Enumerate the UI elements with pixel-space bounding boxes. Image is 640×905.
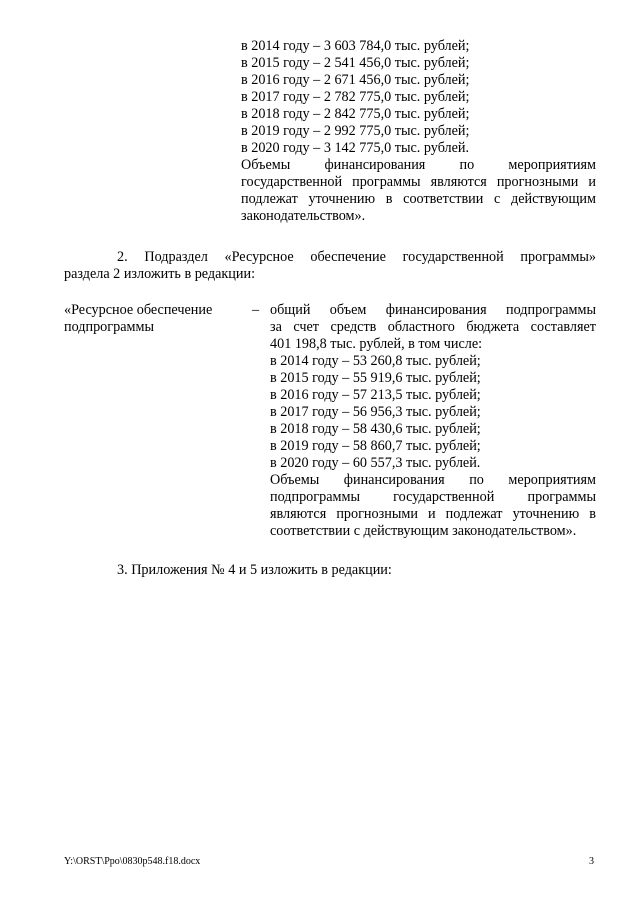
- section2-heading-line-2: раздела 2 изложить в редакции:: [64, 266, 256, 282]
- resource-note-line-1: Объемы финансирования по мероприятиям: [270, 472, 596, 488]
- resource-year-2014: в 2014 году – 53 260,8 тыс. рублей;: [270, 353, 481, 369]
- resource-label-line-2: подпрограммы: [64, 319, 154, 335]
- top-note-line-3: подлежат уточнению в соответствии с действующим: [241, 191, 596, 207]
- top-note-line-2: государственной программы являются прогнозными и: [241, 174, 596, 190]
- top-note-line-1: Объемы финансирования по мероприятиям: [241, 157, 596, 173]
- top-year-2018: в 2018 году – 2 842 775,0 тыс. рублей;: [241, 106, 470, 122]
- resource-dash: –: [252, 302, 260, 318]
- section2-heading-line-1: 2. Подраздел «Ресурсное обеспечение государственной программы»: [117, 249, 596, 265]
- resource-intro-line-1: общий объем финансирования подпрограммы: [270, 302, 596, 318]
- top-year-2015: в 2015 году – 2 541 456,0 тыс. рублей;: [241, 55, 470, 71]
- top-year-2019: в 2019 году – 2 992 775,0 тыс. рублей;: [241, 123, 470, 139]
- top-note-line-4: законодательством».: [241, 208, 366, 224]
- top-year-2020: в 2020 году – 3 142 775,0 тыс. рублей.: [241, 140, 470, 156]
- resource-intro-line-2: за счет средств областного бюджета составляет: [270, 319, 596, 335]
- resource-year-2020: в 2020 году – 60 557,3 тыс. рублей.: [270, 455, 481, 471]
- top-year-2014: в 2014 году – 3 603 784,0 тыс. рублей;: [241, 38, 470, 54]
- resource-intro-line-3: 401 198,8 тыс. рублей, в том числе:: [270, 336, 483, 352]
- resource-year-2019: в 2019 году – 58 860,7 тыс. рублей;: [270, 438, 481, 454]
- resource-note-line-4: соответствии с действующим законодательством».: [270, 523, 577, 539]
- resource-label-line-1: «Ресурсное обеспечение: [64, 302, 213, 318]
- section3-heading: 3. Приложения № 4 и 5 изложить в редакции:: [117, 562, 392, 578]
- resource-year-2017: в 2017 году – 56 956,3 тыс. рублей;: [270, 404, 481, 420]
- top-year-2017: в 2017 году – 2 782 775,0 тыс. рублей;: [241, 89, 470, 105]
- resource-year-2015: в 2015 году – 55 919,6 тыс. рублей;: [270, 370, 481, 386]
- resource-note-line-2: подпрограммы государственной программы: [270, 489, 596, 505]
- footer-file-path: Y:\ORST\Ppo\0830p548.f18.docx: [64, 856, 201, 867]
- resource-year-2016: в 2016 году – 57 213,5 тыс. рублей;: [270, 387, 481, 403]
- resource-year-2018: в 2018 году – 58 430,6 тыс. рублей;: [270, 421, 481, 437]
- top-year-2016: в 2016 году – 2 671 456,0 тыс. рублей;: [241, 72, 470, 88]
- resource-note-line-3: являются прогнозными и подлежат уточнению в: [270, 506, 596, 522]
- footer-page-number: 3: [589, 856, 594, 867]
